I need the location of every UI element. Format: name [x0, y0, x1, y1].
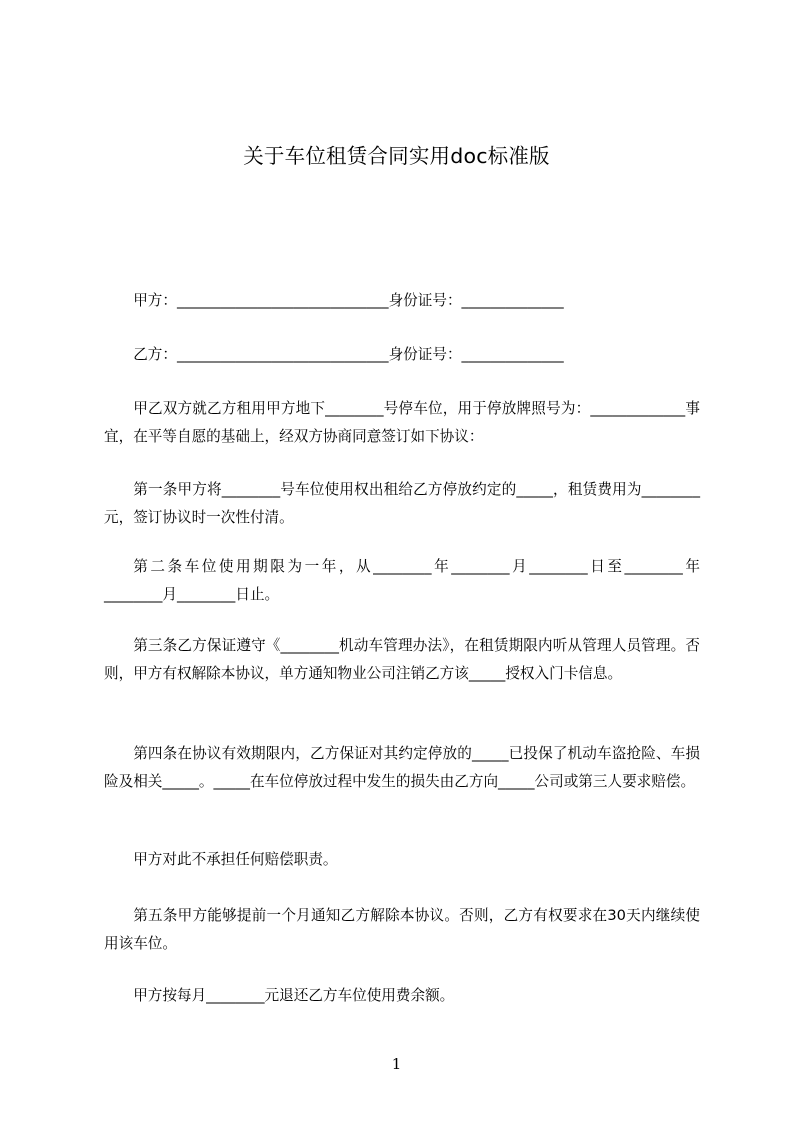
- refund-note: 甲方按每月________元退还乙方车位使用费余额。: [133, 987, 455, 1004]
- party-a-line: 甲方：_____________________________身份证号：______________: [133, 292, 564, 309]
- article-two: 第二条车位使用期限为一年，从________年________月________日至________年________月________日止。: [104, 558, 700, 603]
- article-five: 第五条甲方能够提前一个月通知乙方解除本协议。否则，乙方有权要求在30天内继续使用该车位。: [104, 907, 700, 952]
- agreement-intro: 甲乙双方就乙方租用甲方地下________号停车位，用于停放牌照号为：_____________事宜，在平等自愿的基础上，经双方协商同意签订如下协议：: [104, 400, 700, 445]
- article-one: 第一条甲方将________号车位使用权出租给乙方停放约定的_____，租赁费用为________元，签订协议时一次性付清。: [104, 481, 700, 526]
- article-four: 第四条在协议有效期限内，乙方保证对其约定停放的_____已投保了机动车盗抢险、车损险及相关_____。_____在车位停放过程中发生的损失由乙方向_____公司或第三人要求赔偿。: [104, 745, 700, 790]
- article-three: 第三条乙方保证遵守《________机动车管理办法》，在租赁期限内听从管理人员管理。否则，甲方有权解除本协议，单方通知物业公司注销乙方该_____授权入门卡信息。: [104, 637, 700, 682]
- party-a-liability-note: 甲方对此不承担任何赔偿职责。: [133, 851, 338, 868]
- document-title: 关于车位租赁合同实用doc标准版: [243, 144, 550, 168]
- party-b-line: 乙方：_____________________________身份证号：______________: [133, 346, 564, 363]
- page-number: 1: [391, 1055, 402, 1073]
